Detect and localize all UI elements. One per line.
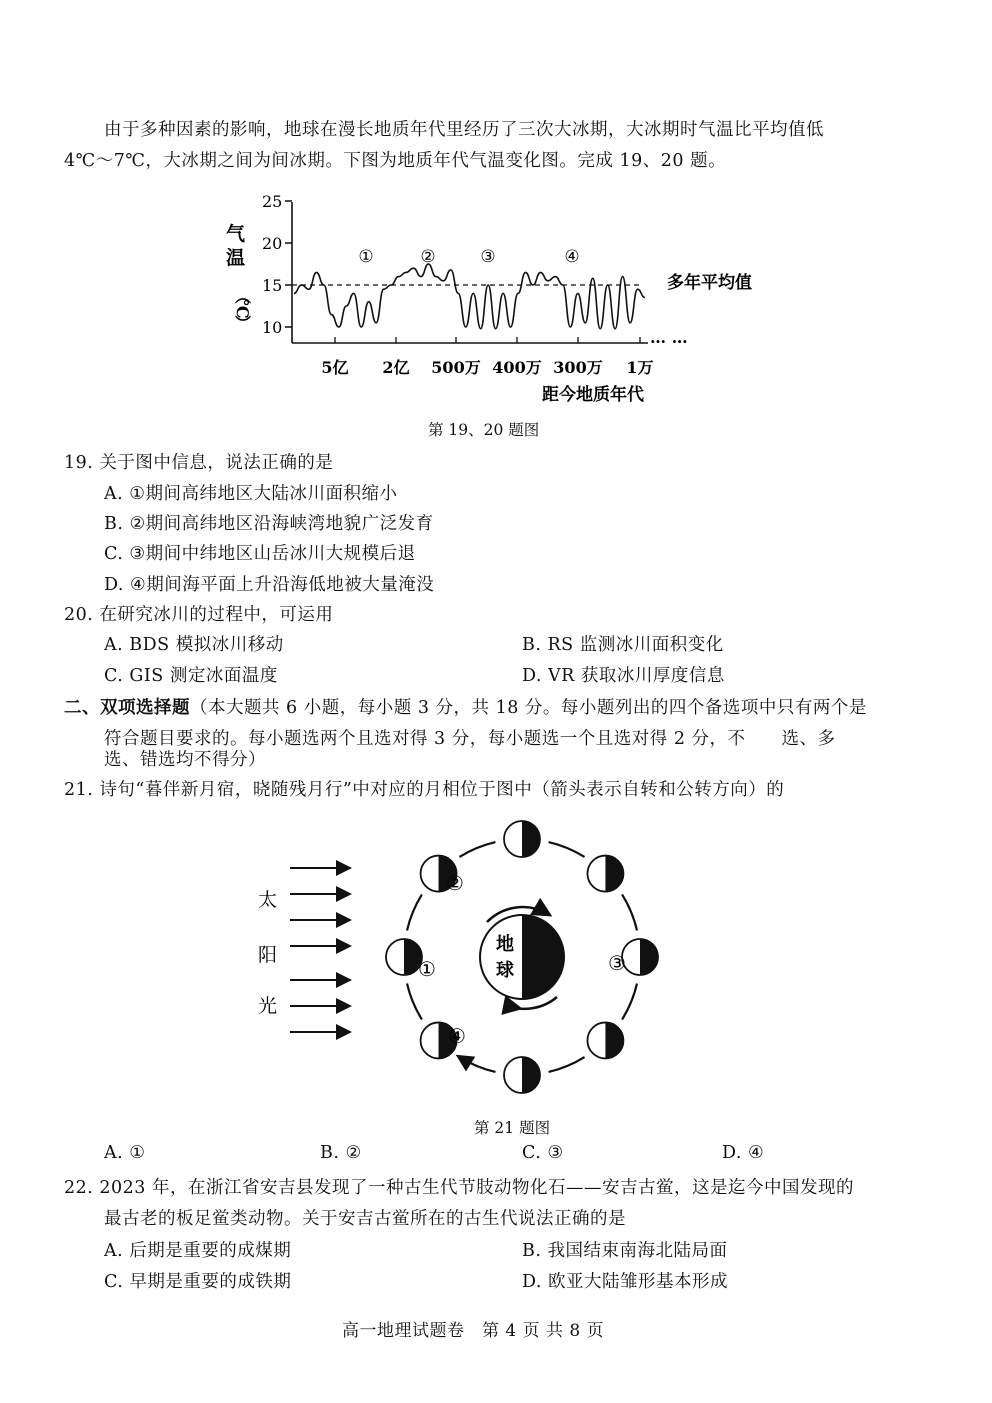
question-19-option-d: D. ④期间海平面上升沿海低地被大量淹没 <box>104 575 435 595</box>
question-19-option-c: C. ③期间中纬地区山岳冰川大规模后退 <box>104 544 416 564</box>
moon-marker-1: ① <box>418 957 436 981</box>
chart-axes <box>292 202 648 343</box>
y-label-char: ℃ <box>233 299 252 319</box>
question-19-option-a: A. ①期间高纬地区大陆冰川面积缩小 <box>104 484 398 504</box>
section-2-heading <box>64 694 867 719</box>
moon-marker-3: ③ <box>608 951 626 975</box>
y-label-char: ） <box>233 314 252 332</box>
x-tick-label: 500万 <box>431 358 481 377</box>
figure-caption-19-20: 第 19、20 题图 <box>428 421 540 439</box>
question-20-option-c: C. GIS 测定冰面温度 <box>104 666 278 686</box>
section-2-desc-1: （本大题共 6 小题，每小题 3 分，共 18 分。每小题列出的四个备选项中只有两个是 <box>190 698 867 718</box>
question-22-option-c: C. 早期是重要的成铁期 <box>104 1272 292 1292</box>
question-20-option-b: B. RS 监测冰川面积变化 <box>522 635 724 655</box>
y-tick-label: 25 <box>262 192 283 211</box>
x-tick-label: 1万 <box>626 358 654 377</box>
moon <box>386 939 422 975</box>
y-tick-label: 10 <box>262 318 283 337</box>
moon <box>587 1022 623 1058</box>
x-axis-label: 距今地质年代 <box>542 385 644 405</box>
period-marker: ④ <box>564 247 580 267</box>
orbit-arc <box>407 984 422 1020</box>
moon <box>504 821 540 857</box>
period-marker: ① <box>358 247 374 267</box>
sun-char-3: 光 <box>258 995 278 1017</box>
question-19-option-b: B. ②期间高纬地区沿海峡湾地貌广泛发育 <box>104 514 434 534</box>
question-22-option-a: A. 后期是重要的成煤期 <box>104 1241 292 1261</box>
earth-char-1: 地 <box>496 934 514 955</box>
question-20-stem: 20. 在研究冰川的过程中，可运用 <box>64 605 334 625</box>
y-label-char: （ <box>233 287 252 305</box>
question-22-option-b: B. 我国结束南海北陆局面 <box>522 1241 728 1261</box>
question-20-option-a: A. BDS 模拟冰川移动 <box>104 635 284 655</box>
x-tick-label: 5亿 <box>321 358 349 377</box>
temperature-chart <box>0 0 992 420</box>
moon <box>622 939 658 975</box>
moon-phase-diagram <box>0 810 992 1120</box>
orbit-arc <box>622 894 637 930</box>
question-22-option-d: D. 欧亚大陆雏形基本形成 <box>522 1272 729 1292</box>
sun-char-1: 太 <box>258 889 278 911</box>
figure-caption-21: 第 21 题图 <box>474 1119 551 1137</box>
moon <box>504 1057 540 1093</box>
question-21-option-b: B. ② <box>320 1143 362 1163</box>
orbit-arc <box>549 1057 585 1072</box>
question-22-stem-2: 最古老的板足鲎类动物。关于安吉古鲎所在的古生代说法正确的是 <box>104 1209 626 1229</box>
section-2-desc-2: 符合题目要求的。每小题选两个且选对得 3 分，每小题选一个且选对得 2 分，不 选、多 <box>104 729 836 749</box>
earth-char-2: 球 <box>496 960 514 981</box>
orbit-arc <box>459 842 495 857</box>
period-marker: ③ <box>480 247 496 267</box>
question-21-option-a: A. ① <box>104 1143 146 1163</box>
moon <box>587 856 623 892</box>
question-20-option-d: D. VR 获取冰川厚度信息 <box>522 666 725 686</box>
section-2-title: 二、双项选择题 <box>64 698 190 718</box>
sun-char-2: 阳 <box>258 944 278 966</box>
y-tick-label: 20 <box>262 234 283 253</box>
intro-line-2: 4℃～7℃，大冰期之间为间冰期。下图为地质年代气温变化图。完成 19、20 题。 <box>64 151 727 171</box>
y-axis-label <box>226 222 252 331</box>
x-ellipsis: … … <box>650 328 688 347</box>
question-21-option-d: D. ④ <box>722 1143 765 1163</box>
moon-marker-2: ② <box>446 871 464 895</box>
intro-line-1: 由于多种因素的影响，地球在漫长地质年代里经历了三次大冰期，大冰期时气温比平均值低 <box>104 120 824 140</box>
orbit-arc <box>459 1057 495 1072</box>
x-tick-label: 400万 <box>492 358 542 377</box>
orbit-arc <box>549 842 585 857</box>
y-label-char: 温 <box>226 247 246 269</box>
moon-marker-4: ④ <box>448 1024 466 1048</box>
question-21-stem: 21. 诗句“暮伴新月宿，晓随残月行”中对应的月相位于图中（箭头表示自转和公转方向）的 <box>64 780 785 800</box>
x-tick-label: 2亿 <box>382 358 410 377</box>
question-19-stem: 19. 关于图中信息，说法正确的是 <box>64 453 334 473</box>
sunlight-arrows <box>290 868 348 1032</box>
orbit-arc <box>622 984 637 1020</box>
period-marker: ② <box>420 247 436 267</box>
average-label: 多年平均值 <box>667 273 752 293</box>
y-label-char: 气 <box>226 223 246 245</box>
orbit-arc <box>407 894 422 930</box>
question-22-stem-1: 22. 2023 年，在浙江省安吉县发现了一种古生代节肢动物化石——安吉古鲎，这是迄今中国发现的 <box>64 1178 854 1198</box>
y-tick-label: 15 <box>262 276 283 295</box>
temperature-series-line <box>294 264 645 329</box>
earth <box>480 907 564 1009</box>
question-21-option-c: C. ③ <box>522 1143 564 1163</box>
page-footer: 高一地理试题卷 第 4 页 共 8 页 <box>342 1321 605 1341</box>
section-2-desc-3: 选、错选均不得分） <box>104 750 266 770</box>
x-tick-label: 300万 <box>553 358 603 377</box>
